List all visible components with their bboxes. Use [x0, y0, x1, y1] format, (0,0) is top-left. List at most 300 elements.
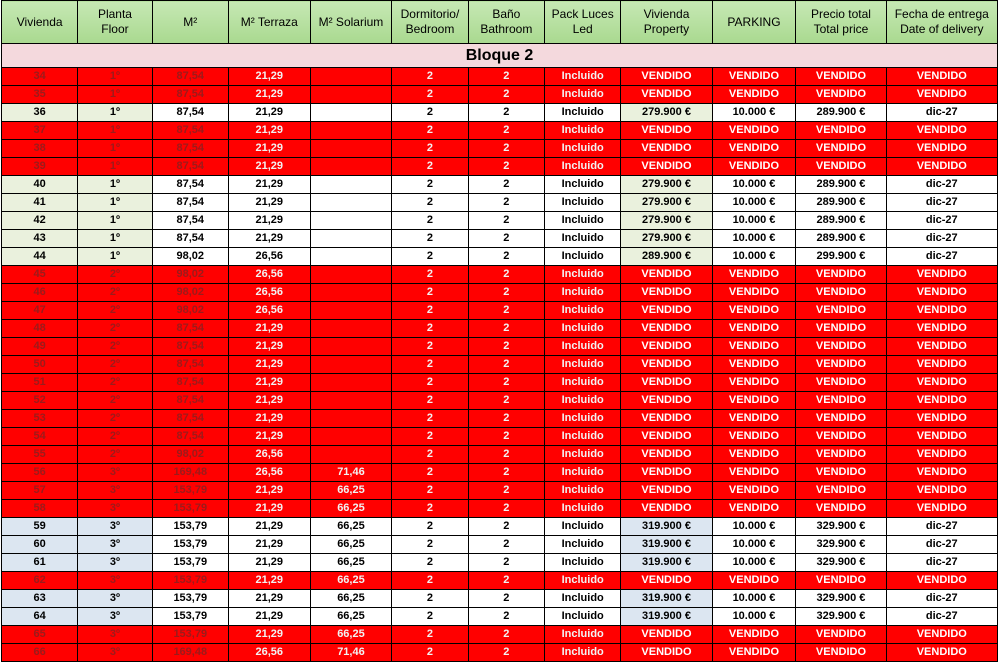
cell-bedrooms: 2: [392, 626, 468, 644]
table-row: [2, 158, 998, 176]
cell-solarium: [310, 356, 392, 374]
table-row: [2, 410, 998, 428]
cell-floor: 3º: [78, 572, 152, 590]
cell-bathrooms: 2: [468, 248, 544, 266]
cell-property-price: VENDIDO: [621, 410, 712, 428]
cell-led-pack: Incluido: [545, 644, 621, 662]
cell-delivery-date: VENDIDO: [886, 446, 997, 464]
cell-solarium: [310, 104, 392, 122]
cell-property-price: VENDIDO: [621, 158, 712, 176]
cell-area: 87,54: [152, 338, 228, 356]
block-title-row: [2, 44, 998, 68]
cell-total-price: 329.900 €: [796, 554, 886, 572]
table-row: [2, 518, 998, 536]
cell-delivery-date: VENDIDO: [886, 338, 997, 356]
cell-parking-price: VENDIDO: [712, 428, 796, 446]
cell-floor: 2º: [78, 428, 152, 446]
cell-delivery-date: dic-27: [886, 536, 997, 554]
cell-solarium: [310, 374, 392, 392]
cell-bedrooms: 2: [392, 140, 468, 158]
cell-led-pack: Incluido: [545, 86, 621, 104]
cell-solarium: [310, 302, 392, 320]
cell-unit-number: 57: [2, 482, 78, 500]
header-planta: Planta Floor: [78, 1, 152, 44]
cell-bedrooms: 2: [392, 248, 468, 266]
cell-floor: 2º: [78, 338, 152, 356]
cell-delivery-date: dic-27: [886, 104, 997, 122]
cell-led-pack: Incluido: [545, 536, 621, 554]
header-dormitorio: Dormitorio/ Bedroom: [392, 1, 468, 44]
cell-area: 87,54: [152, 158, 228, 176]
cell-total-price: VENDIDO: [796, 464, 886, 482]
header-m2: M²: [152, 1, 228, 44]
cell-property-price: VENDIDO: [621, 572, 712, 590]
cell-led-pack: Incluido: [545, 428, 621, 446]
cell-terrace: 21,29: [228, 176, 310, 194]
cell-bathrooms: 2: [468, 428, 544, 446]
cell-terrace: 21,29: [228, 554, 310, 572]
table-row: [2, 266, 998, 284]
table-row: [2, 212, 998, 230]
cell-floor: 2º: [78, 302, 152, 320]
cell-total-price: VENDIDO: [796, 500, 886, 518]
cell-bathrooms: 2: [468, 518, 544, 536]
cell-parking-price: 10.000 €: [712, 590, 796, 608]
cell-bedrooms: 2: [392, 392, 468, 410]
cell-property-price: VENDIDO: [621, 446, 712, 464]
cell-terrace: 21,29: [228, 428, 310, 446]
cell-unit-number: 58: [2, 500, 78, 518]
cell-led-pack: Incluido: [545, 356, 621, 374]
cell-floor: 3º: [78, 590, 152, 608]
header-total-price: Precio total Total price: [796, 1, 886, 44]
cell-bathrooms: 2: [468, 122, 544, 140]
cell-solarium: [310, 428, 392, 446]
cell-delivery-date: dic-27: [886, 176, 997, 194]
cell-terrace: 21,29: [228, 338, 310, 356]
cell-total-price: 289.900 €: [796, 104, 886, 122]
cell-solarium: [310, 446, 392, 464]
cell-delivery-date: VENDIDO: [886, 626, 997, 644]
table-row: [2, 176, 998, 194]
cell-delivery-date: VENDIDO: [886, 572, 997, 590]
cell-solarium: 66,25: [310, 500, 392, 518]
cell-area: 87,54: [152, 86, 228, 104]
cell-bathrooms: 2: [468, 158, 544, 176]
cell-property-price: 279.900 €: [621, 230, 712, 248]
cell-unit-number: 60: [2, 536, 78, 554]
cell-parking-price: VENDIDO: [712, 266, 796, 284]
cell-delivery-date: VENDIDO: [886, 356, 997, 374]
cell-area: 87,54: [152, 68, 228, 86]
cell-solarium: 66,25: [310, 572, 392, 590]
cell-terrace: 21,29: [228, 122, 310, 140]
cell-total-price: VENDIDO: [796, 572, 886, 590]
cell-total-price: VENDIDO: [796, 410, 886, 428]
cell-area: 98,02: [152, 248, 228, 266]
cell-floor: 1º: [78, 176, 152, 194]
table-row: [2, 284, 998, 302]
cell-unit-number: 64: [2, 608, 78, 626]
cell-terrace: 26,56: [228, 464, 310, 482]
cell-bathrooms: 2: [468, 104, 544, 122]
cell-property-price: VENDIDO: [621, 302, 712, 320]
cell-bedrooms: 2: [392, 320, 468, 338]
cell-led-pack: Incluido: [545, 320, 621, 338]
cell-led-pack: Incluido: [545, 500, 621, 518]
table-row: [2, 338, 998, 356]
cell-terrace: 21,29: [228, 410, 310, 428]
table-row: [2, 104, 998, 122]
cell-floor: 1º: [78, 212, 152, 230]
cell-floor: 1º: [78, 86, 152, 104]
cell-property-price: 279.900 €: [621, 176, 712, 194]
cell-bedrooms: 2: [392, 374, 468, 392]
cell-area: 87,54: [152, 176, 228, 194]
cell-delivery-date: dic-27: [886, 554, 997, 572]
cell-terrace: 26,56: [228, 248, 310, 266]
cell-unit-number: 61: [2, 554, 78, 572]
cell-led-pack: Incluido: [545, 464, 621, 482]
cell-terrace: 21,29: [228, 194, 310, 212]
cell-property-price: 279.900 €: [621, 212, 712, 230]
cell-total-price: VENDIDO: [796, 446, 886, 464]
cell-area: 87,54: [152, 230, 228, 248]
cell-led-pack: Incluido: [545, 284, 621, 302]
cell-delivery-date: VENDIDO: [886, 86, 997, 104]
cell-parking-price: 10.000 €: [712, 248, 796, 266]
cell-solarium: [310, 122, 392, 140]
cell-delivery-date: dic-27: [886, 518, 997, 536]
cell-total-price: VENDIDO: [796, 428, 886, 446]
cell-bathrooms: 2: [468, 626, 544, 644]
table-row: [2, 68, 998, 86]
cell-led-pack: Incluido: [545, 410, 621, 428]
cell-led-pack: Incluido: [545, 122, 621, 140]
cell-parking-price: VENDIDO: [712, 572, 796, 590]
cell-solarium: 66,25: [310, 590, 392, 608]
cell-floor: 2º: [78, 446, 152, 464]
cell-parking-price: VENDIDO: [712, 482, 796, 500]
cell-area: 87,54: [152, 374, 228, 392]
cell-led-pack: Incluido: [545, 374, 621, 392]
cell-unit-number: 56: [2, 464, 78, 482]
table-row: [2, 248, 998, 266]
cell-area: 87,54: [152, 194, 228, 212]
cell-property-price: VENDIDO: [621, 626, 712, 644]
cell-led-pack: Incluido: [545, 338, 621, 356]
header-bano: Baño Bathroom: [468, 1, 544, 44]
cell-terrace: 21,29: [228, 356, 310, 374]
cell-bathrooms: 2: [468, 86, 544, 104]
table-row: [2, 644, 998, 662]
cell-bedrooms: 2: [392, 302, 468, 320]
cell-property-price: VENDIDO: [621, 464, 712, 482]
cell-terrace: 21,29: [228, 608, 310, 626]
cell-solarium: 66,25: [310, 626, 392, 644]
cell-bathrooms: 2: [468, 374, 544, 392]
cell-area: 87,54: [152, 410, 228, 428]
cell-parking-price: VENDIDO: [712, 320, 796, 338]
cell-terrace: 21,29: [228, 212, 310, 230]
cell-solarium: 66,25: [310, 482, 392, 500]
cell-total-price: VENDIDO: [796, 158, 886, 176]
cell-terrace: 21,29: [228, 140, 310, 158]
cell-bedrooms: 2: [392, 104, 468, 122]
cell-property-price: 279.900 €: [621, 194, 712, 212]
cell-total-price: 329.900 €: [796, 608, 886, 626]
cell-unit-number: 63: [2, 590, 78, 608]
cell-delivery-date: VENDIDO: [886, 464, 997, 482]
cell-bedrooms: 2: [392, 266, 468, 284]
cell-parking-price: VENDIDO: [712, 338, 796, 356]
cell-floor: 1º: [78, 230, 152, 248]
cell-parking-price: 10.000 €: [712, 608, 796, 626]
cell-delivery-date: VENDIDO: [886, 410, 997, 428]
cell-total-price: 329.900 €: [796, 590, 886, 608]
cell-unit-number: 53: [2, 410, 78, 428]
cell-area: 153,79: [152, 608, 228, 626]
cell-total-price: VENDIDO: [796, 626, 886, 644]
cell-parking-price: VENDIDO: [712, 392, 796, 410]
cell-total-price: VENDIDO: [796, 122, 886, 140]
cell-bathrooms: 2: [468, 176, 544, 194]
cell-unit-number: 44: [2, 248, 78, 266]
cell-floor: 3º: [78, 464, 152, 482]
cell-property-price: 289.900 €: [621, 248, 712, 266]
cell-led-pack: Incluido: [545, 140, 621, 158]
cell-parking-price: 10.000 €: [712, 230, 796, 248]
cell-bedrooms: 2: [392, 572, 468, 590]
cell-floor: 3º: [78, 644, 152, 662]
table-row: [2, 428, 998, 446]
cell-total-price: VENDIDO: [796, 644, 886, 662]
cell-parking-price: VENDIDO: [712, 410, 796, 428]
cell-delivery-date: dic-27: [886, 230, 997, 248]
cell-led-pack: Incluido: [545, 248, 621, 266]
header-m2-solarium: M² Solarium: [310, 1, 392, 44]
cell-unit-number: 62: [2, 572, 78, 590]
cell-total-price: VENDIDO: [796, 302, 886, 320]
cell-delivery-date: VENDIDO: [886, 68, 997, 86]
header-pack-luces: Pack Luces Led: [545, 1, 621, 44]
block-title: Bloque 2: [2, 44, 998, 68]
table-row: [2, 446, 998, 464]
cell-unit-number: 54: [2, 428, 78, 446]
cell-unit-number: 42: [2, 212, 78, 230]
table-row: [2, 374, 998, 392]
cell-bathrooms: 2: [468, 212, 544, 230]
cell-bedrooms: 2: [392, 644, 468, 662]
table-row: [2, 302, 998, 320]
cell-solarium: [310, 230, 392, 248]
cell-unit-number: 35: [2, 86, 78, 104]
cell-unit-number: 45: [2, 266, 78, 284]
cell-property-price: VENDIDO: [621, 338, 712, 356]
table-row: [2, 608, 998, 626]
cell-solarium: [310, 248, 392, 266]
cell-delivery-date: VENDIDO: [886, 428, 997, 446]
cell-led-pack: Incluido: [545, 176, 621, 194]
cell-delivery-date: VENDIDO: [886, 320, 997, 338]
cell-parking-price: VENDIDO: [712, 356, 796, 374]
cell-bedrooms: 2: [392, 338, 468, 356]
cell-bedrooms: 2: [392, 68, 468, 86]
cell-property-price: 279.900 €: [621, 104, 712, 122]
cell-solarium: [310, 176, 392, 194]
cell-total-price: VENDIDO: [796, 356, 886, 374]
cell-area: 87,54: [152, 122, 228, 140]
cell-floor: 3º: [78, 500, 152, 518]
cell-bathrooms: 2: [468, 392, 544, 410]
cell-led-pack: Incluido: [545, 158, 621, 176]
cell-total-price: VENDIDO: [796, 68, 886, 86]
cell-bedrooms: 2: [392, 212, 468, 230]
cell-area: 87,54: [152, 140, 228, 158]
cell-floor: 3º: [78, 518, 152, 536]
cell-solarium: [310, 212, 392, 230]
cell-parking-price: 10.000 €: [712, 536, 796, 554]
cell-property-price: VENDIDO: [621, 320, 712, 338]
cell-bedrooms: 2: [392, 158, 468, 176]
cell-floor: 1º: [78, 140, 152, 158]
cell-terrace: 26,56: [228, 644, 310, 662]
cell-total-price: VENDIDO: [796, 338, 886, 356]
cell-terrace: 26,56: [228, 284, 310, 302]
table-row: [2, 590, 998, 608]
cell-bathrooms: 2: [468, 590, 544, 608]
cell-bathrooms: 2: [468, 572, 544, 590]
cell-area: 169,48: [152, 644, 228, 662]
cell-bathrooms: 2: [468, 284, 544, 302]
cell-terrace: 26,56: [228, 302, 310, 320]
cell-bedrooms: 2: [392, 194, 468, 212]
cell-floor: 3º: [78, 626, 152, 644]
cell-solarium: [310, 410, 392, 428]
cell-area: 153,79: [152, 500, 228, 518]
cell-total-price: 299.900 €: [796, 248, 886, 266]
table-row: [2, 392, 998, 410]
cell-bathrooms: 2: [468, 140, 544, 158]
cell-terrace: 21,29: [228, 572, 310, 590]
cell-solarium: 66,25: [310, 608, 392, 626]
cell-terrace: 21,29: [228, 536, 310, 554]
cell-bedrooms: 2: [392, 590, 468, 608]
cell-bedrooms: 2: [392, 536, 468, 554]
cell-bathrooms: 2: [468, 500, 544, 518]
cell-unit-number: 47: [2, 302, 78, 320]
cell-led-pack: Incluido: [545, 212, 621, 230]
cell-delivery-date: VENDIDO: [886, 302, 997, 320]
cell-delivery-date: VENDIDO: [886, 284, 997, 302]
cell-floor: 3º: [78, 554, 152, 572]
cell-led-pack: Incluido: [545, 266, 621, 284]
cell-led-pack: Incluido: [545, 68, 621, 86]
cell-bedrooms: 2: [392, 608, 468, 626]
cell-unit-number: 43: [2, 230, 78, 248]
cell-terrace: 21,29: [228, 626, 310, 644]
cell-area: 169,48: [152, 464, 228, 482]
cell-parking-price: VENDIDO: [712, 68, 796, 86]
cell-solarium: [310, 392, 392, 410]
cell-parking-price: VENDIDO: [712, 86, 796, 104]
cell-property-price: 319.900 €: [621, 518, 712, 536]
cell-solarium: [310, 158, 392, 176]
cell-total-price: VENDIDO: [796, 482, 886, 500]
cell-total-price: VENDIDO: [796, 392, 886, 410]
cell-floor: 2º: [78, 320, 152, 338]
cell-parking-price: VENDIDO: [712, 644, 796, 662]
cell-bedrooms: 2: [392, 356, 468, 374]
cell-bedrooms: 2: [392, 230, 468, 248]
cell-delivery-date: dic-27: [886, 248, 997, 266]
cell-property-price: VENDIDO: [621, 428, 712, 446]
cell-property-price: VENDIDO: [621, 284, 712, 302]
cell-solarium: [310, 68, 392, 86]
cell-bedrooms: 2: [392, 428, 468, 446]
cell-area: 153,79: [152, 518, 228, 536]
cell-floor: 2º: [78, 266, 152, 284]
cell-led-pack: Incluido: [545, 392, 621, 410]
cell-solarium: 71,46: [310, 644, 392, 662]
cell-floor: 2º: [78, 284, 152, 302]
cell-bathrooms: 2: [468, 230, 544, 248]
cell-floor: 3º: [78, 482, 152, 500]
cell-unit-number: 50: [2, 356, 78, 374]
cell-led-pack: Incluido: [545, 302, 621, 320]
cell-delivery-date: VENDIDO: [886, 500, 997, 518]
cell-delivery-date: VENDIDO: [886, 482, 997, 500]
cell-area: 98,02: [152, 446, 228, 464]
table-row: [2, 626, 998, 644]
cell-bedrooms: 2: [392, 122, 468, 140]
cell-floor: 2º: [78, 392, 152, 410]
cell-bedrooms: 2: [392, 464, 468, 482]
cell-property-price: VENDIDO: [621, 122, 712, 140]
cell-parking-price: VENDIDO: [712, 122, 796, 140]
cell-floor: 1º: [78, 158, 152, 176]
cell-total-price: VENDIDO: [796, 140, 886, 158]
cell-property-price: VENDIDO: [621, 482, 712, 500]
cell-led-pack: Incluido: [545, 194, 621, 212]
cell-led-pack: Incluido: [545, 572, 621, 590]
cell-delivery-date: dic-27: [886, 212, 997, 230]
cell-floor: 1º: [78, 194, 152, 212]
cell-total-price: 329.900 €: [796, 536, 886, 554]
cell-terrace: 21,29: [228, 482, 310, 500]
cell-unit-number: 66: [2, 644, 78, 662]
cell-solarium: 66,25: [310, 518, 392, 536]
cell-bathrooms: 2: [468, 554, 544, 572]
cell-parking-price: 10.000 €: [712, 212, 796, 230]
cell-solarium: [310, 338, 392, 356]
cell-unit-number: 36: [2, 104, 78, 122]
cell-floor: 3º: [78, 536, 152, 554]
header-row: [2, 1, 998, 44]
cell-delivery-date: VENDIDO: [886, 374, 997, 392]
cell-delivery-date: dic-27: [886, 608, 997, 626]
cell-terrace: 21,29: [228, 500, 310, 518]
cell-property-price: VENDIDO: [621, 392, 712, 410]
cell-total-price: 329.900 €: [796, 518, 886, 536]
cell-unit-number: 52: [2, 392, 78, 410]
cell-bathrooms: 2: [468, 644, 544, 662]
cell-property-price: VENDIDO: [621, 374, 712, 392]
cell-delivery-date: VENDIDO: [886, 122, 997, 140]
cell-area: 153,79: [152, 626, 228, 644]
table-row: [2, 482, 998, 500]
cell-bathrooms: 2: [468, 410, 544, 428]
